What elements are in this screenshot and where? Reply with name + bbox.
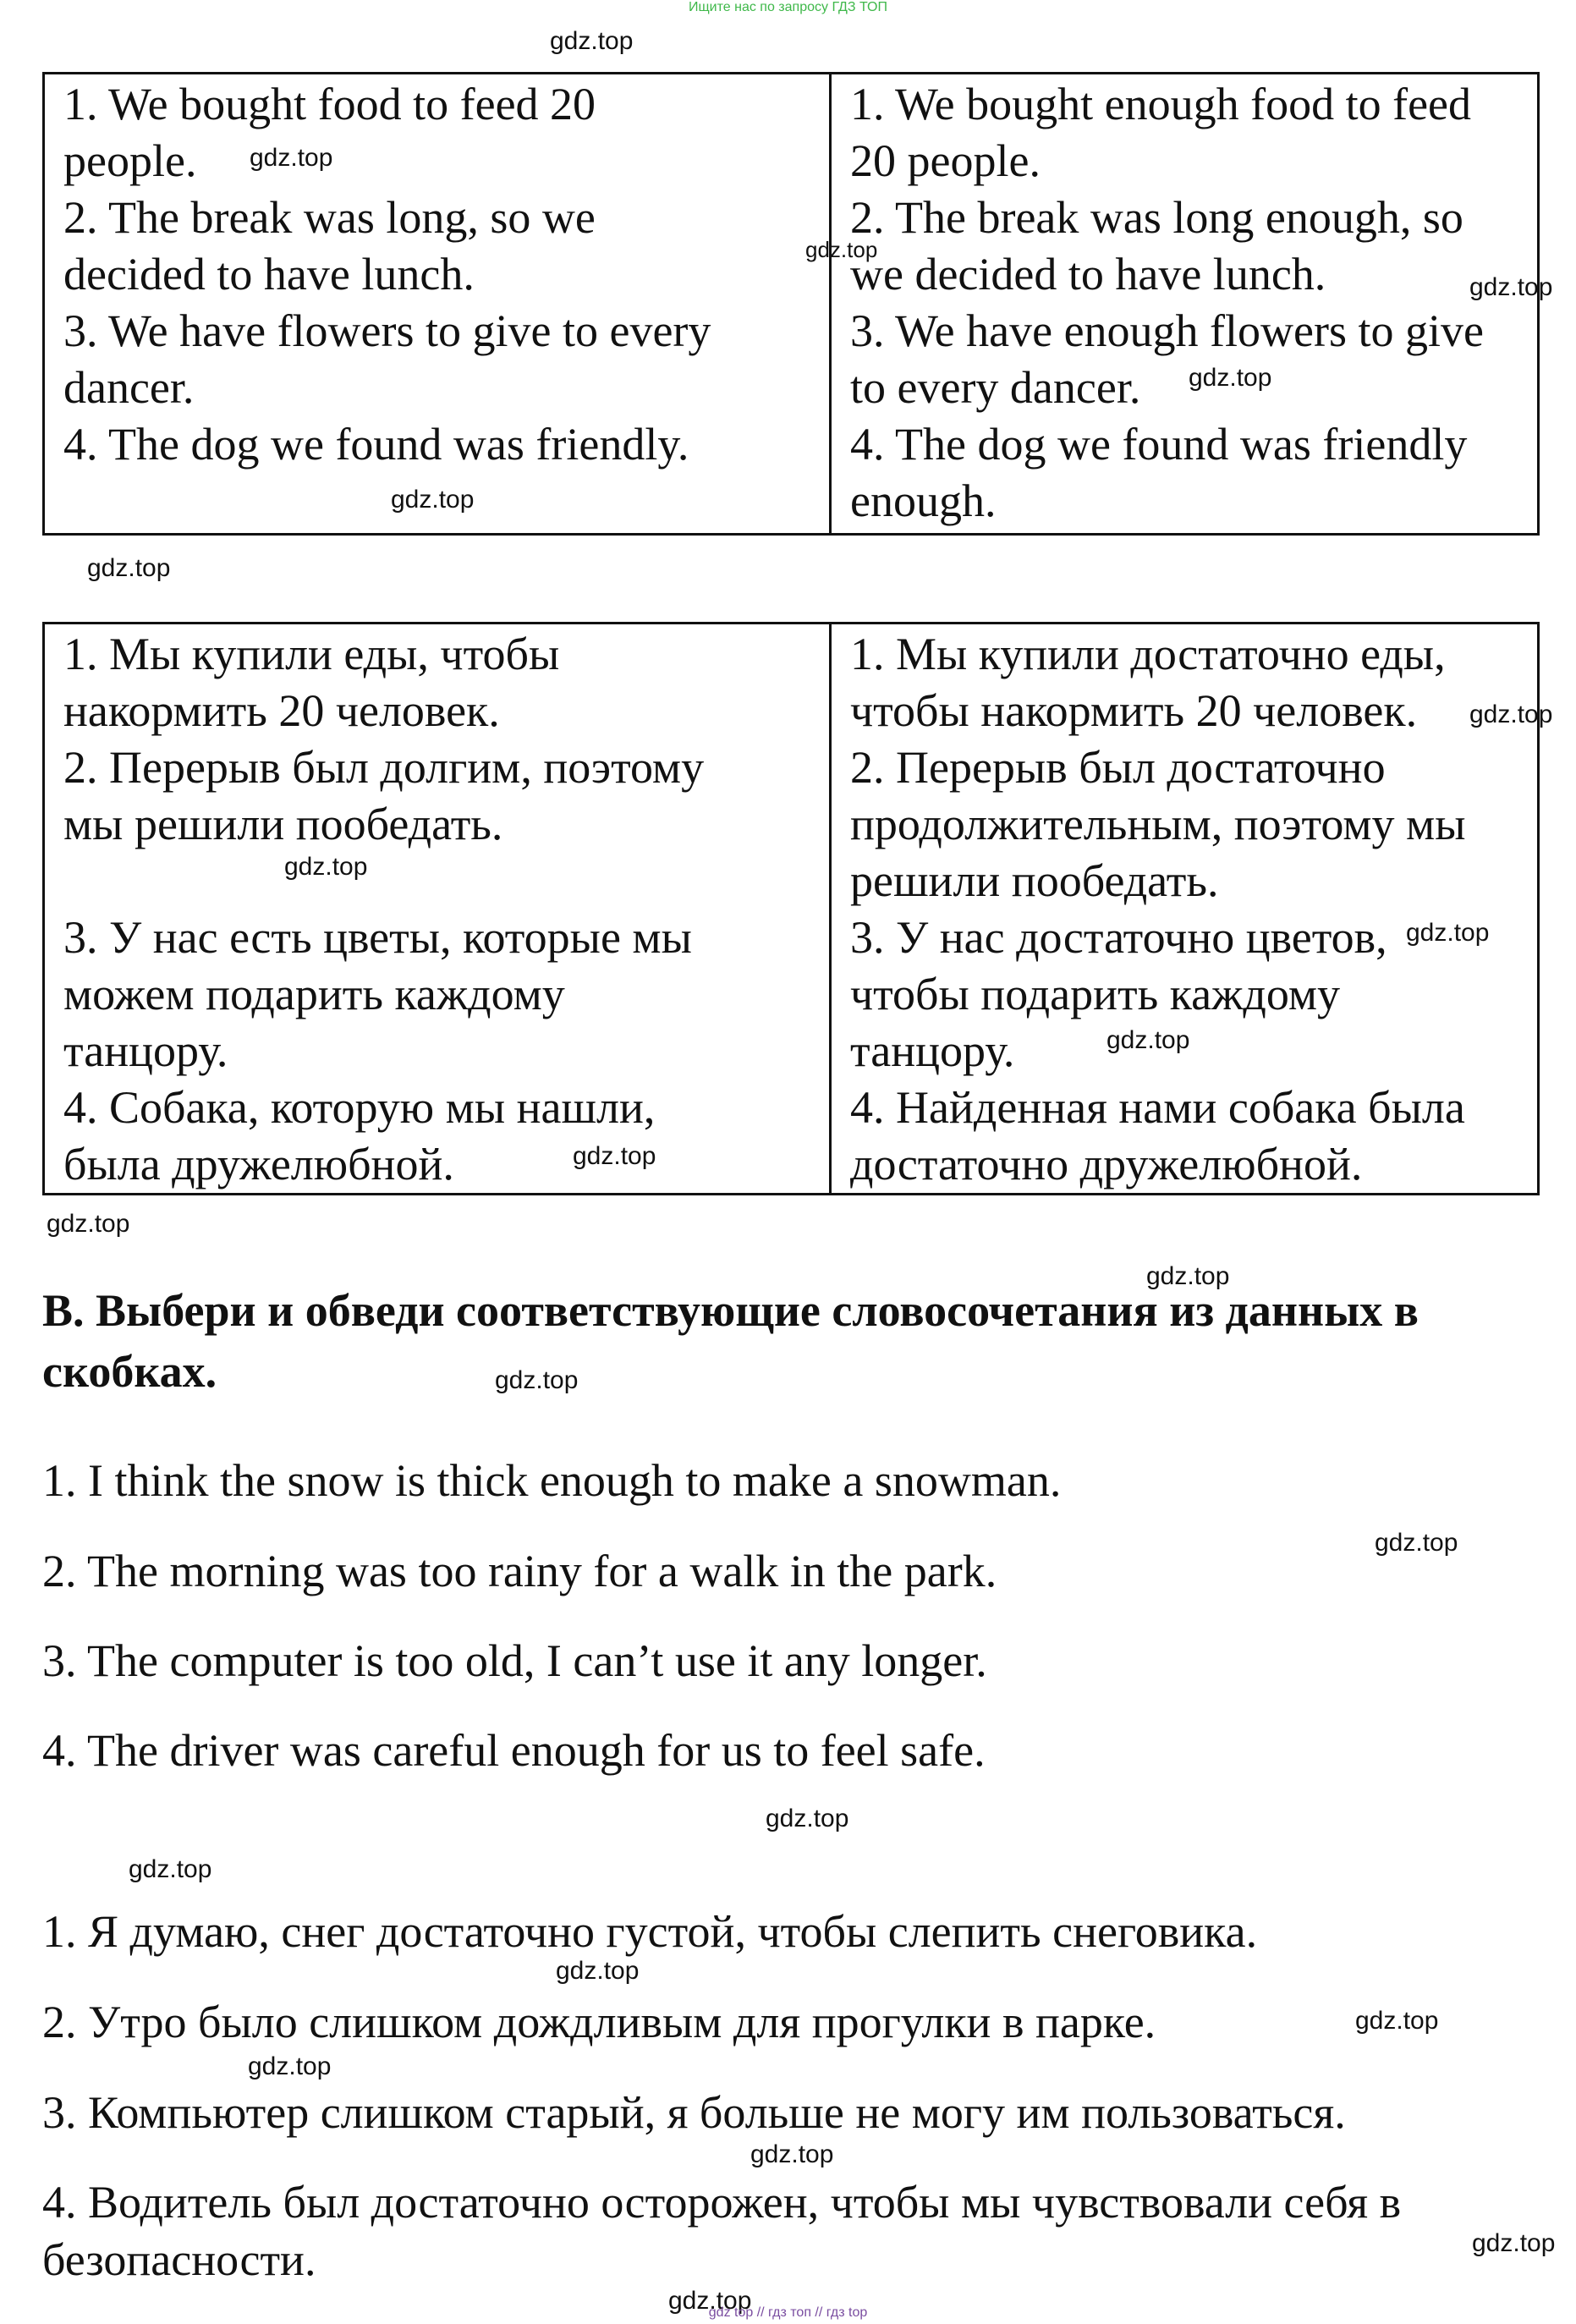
watermark: gdz.top [391,486,475,514]
table-line: 1. Мы купили еды, чтобы [63,629,560,679]
table-line: продолжительным, поэтому мы [850,799,1466,849]
table-line: танцору. [850,1025,1015,1076]
watermark: gdz.top [573,1142,656,1170]
table-line: 4. Найденная нами собака была [850,1082,1465,1133]
english-comparison-table [42,72,1540,536]
watermark: gdz.top [750,2140,834,2168]
table-line: танцору. [63,1025,228,1076]
table-row [44,624,1539,1195]
table-line: to every dancer. [850,362,1141,413]
watermark: gdz.top [87,554,171,582]
watermark: gdz.top [248,2052,332,2080]
watermark: gdz.top [1406,919,1490,947]
table-line: 20 people. [850,135,1041,186]
table-line: we decided to have lunch. [850,249,1326,299]
english-sentence: 3. The computer is too old, I can’t use it any longer. [42,1635,987,1686]
table-line: 1. We bought enough food to feed [850,79,1472,129]
table-row [44,74,1539,535]
table-line: чтобы накормить 20 человек. [850,685,1418,736]
watermark: gdz.top [668,2287,752,2315]
russian-sentence: 4. Водитель был достаточно осторожен, чтобы мы чувствовали себя в безопасности. [42,2177,1402,2285]
table-line: dancer. [63,362,195,413]
table-line: 2. The break was long, so we [63,192,596,243]
watermark: gdz.top [766,1805,849,1832]
watermark: gdz.top [284,853,368,881]
footer-text: gdz top // гдз топ // гдз top [708,2305,868,2320]
watermark: gdz.top [550,27,634,55]
right-cell [831,74,1539,535]
table-line: 3. We have enough flowers to give [850,305,1484,356]
table-line: накормить 20 человек. [63,685,500,736]
watermark: gdz.top [1375,1529,1458,1557]
table-line-spacer [63,853,812,909]
english-sentence: 1. I think the snow is thick enough to make a snowman. [42,1455,1062,1506]
watermark: gdz.top [1469,700,1553,728]
table-line: enough. [850,475,997,526]
table-line: 4. The dog we found was friendly [850,419,1468,470]
watermark: gdz.top [1106,1026,1190,1054]
table-line: people. [63,135,197,186]
table-line: 1. We bought food to feed 20 [63,79,596,129]
watermark: gdz.top [1472,2229,1556,2257]
table-line: 2. The break was long enough, so [850,192,1463,243]
top-banner: Ищите нас по запросу ГДЗ ТОП [689,0,887,14]
table-line: можем подарить каждому [63,969,565,1019]
table-line: 2. Перерыв был долгим, поэтому [63,742,705,793]
watermark: gdz.top [495,1366,579,1394]
russian-sentence: 1. Я думаю, снег достаточно густой, чтобы слепить снеговика. [42,1906,1258,1957]
english-sentence: 2. The morning was too rainy for a walk in the park. [42,1546,997,1596]
russian-sentence: 3. Компьютер слишком старый, я больше не могу им пользоваться. [42,2087,1346,2138]
watermark: gdz.top [1355,2007,1439,2035]
english-sentence: 4. The driver was careful enough for us to feel safe. [42,1725,986,1776]
table-line: 4. Собака, которую мы нашли, [63,1082,656,1133]
watermark: gdz.top [556,1957,640,1985]
table-line: мы решили пообедать. [63,799,503,849]
table-line: была дружелюбной. [63,1139,454,1189]
table-line: 3. У нас достаточно цветов, [850,912,1387,963]
watermark: gdz.top [250,144,333,172]
watermark: gdz.top [129,1855,212,1883]
right-cell [831,624,1539,1195]
left-cell [44,74,831,535]
table-line: 3. We have flowers to give to every [63,305,711,356]
table-line: достаточно дружелюбной. [850,1139,1363,1189]
russian-sentence: 2. Утро было слишком дождливым для прогулки в парке. [42,1997,1156,2047]
watermark: gdz.top [1146,1262,1230,1290]
watermark: gdz.top [47,1210,130,1238]
russian-comparison-table [42,622,1540,1195]
table-line: 2. Перерыв был достаточно [850,742,1386,793]
watermark: gdz.top [1189,364,1272,392]
left-cell [44,624,831,1195]
table-line: decided to have lunch. [63,249,475,299]
section-b-heading: B. Выбери и обведи соответствующие словосочетания из данных в скобках. [42,1285,1419,1397]
table-line: чтобы подарить каждому [850,969,1341,1019]
table-line: 4. The dog we found was friendly. [63,419,689,470]
table-line: 1. Мы купили достаточно еды, [850,629,1446,679]
watermark: gdz.top [805,237,878,262]
watermark: gdz.top [1469,273,1553,301]
table-line: решили пообедать. [850,855,1219,906]
table-line: 3. У нас есть цветы, которые мы [63,912,692,963]
